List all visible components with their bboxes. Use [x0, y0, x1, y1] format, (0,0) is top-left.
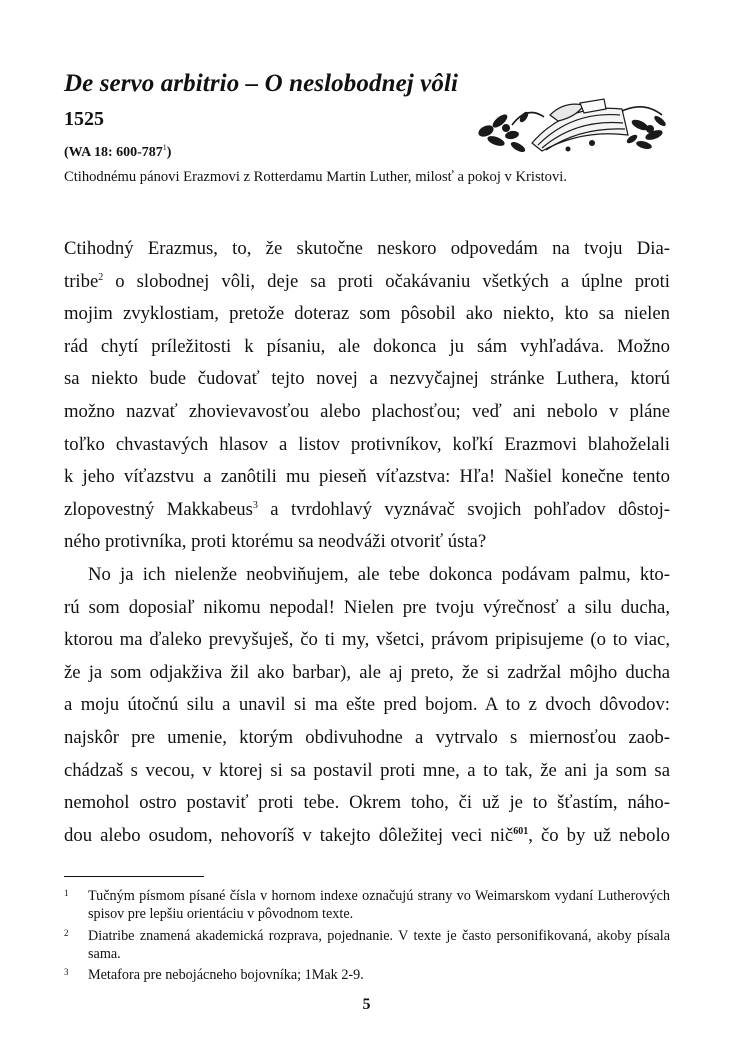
text-line: nemohol ostro postaviť proti tebe. Okrem toho, či už je to šťastím, náho- — [64, 792, 670, 814]
text-line — [64, 820, 670, 853]
text-line: rád chytí príležitosti k písaniu, ale dokonca ju sám vyhľadáva. Možno — [64, 335, 670, 357]
text-line: k jeho víťazstvu a zanôtili mu pieseň víťazstva: Hľa! Našiel konečne tento — [64, 466, 670, 488]
footnote — [64, 967, 670, 985]
chapter-title: De servo arbitrio – O neslobodnej vôli — [64, 70, 459, 97]
text-line: No ja ich nielenže neobviňujem, ale tebe dokonca podávam palmu, kto- — [88, 563, 670, 585]
footnote-number: 3 — [64, 967, 69, 977]
text-line: mojim zvyklostiam, pretože doteraz som pôsobil ako niekto, kto sa nielen — [64, 303, 670, 325]
footnote-text: Tučným písmom písané čísla v hornom indexe označujú strany vo Weimarskom vydaní Lutherových spisov pre lepšiu orientáciu v pôvodnom texte. — [88, 888, 670, 922]
source-reference — [64, 143, 171, 161]
text-run: a tvrdohlavý vyznávač svojich pohľadov dôstoj- — [257, 498, 670, 520]
footnote — [64, 928, 670, 963]
footnote-divider — [64, 876, 204, 877]
text-line — [64, 494, 670, 527]
footnote-text: Diatribe znamená akademická rozprava, pojednanie. V texte je často personifikovaná, akoby písala sama. — [88, 928, 670, 962]
text-line: Ctihodný Erazmus, to, že skutočne neskoro odpovedám na tvoju Dia- — [64, 238, 670, 259]
page-marker: 601 — [513, 825, 529, 837]
footnote-mark: 2 — [98, 271, 104, 283]
footnote-number: 2 — [64, 928, 69, 938]
text-line: ktorou ma ďaleko prevyšuješ, čo ti my, všetci, právom pripisujeme (o to viac, — [64, 629, 670, 651]
text-run: , čo by už nebolo — [528, 824, 671, 846]
footnote-text: Metafora pre nebojácneho bojovníka; 1Mak 2-9. — [88, 967, 364, 983]
source-reference-close: ) — [166, 145, 172, 160]
footnote-mark: 3 — [252, 499, 258, 511]
footnote — [64, 888, 670, 923]
text-line: najskôr pre umenie, ktorým obdivuhodne a vytrvalo s miernosťou zaob- — [64, 726, 670, 748]
text-line: rú som doposiaľ nikomu nepodal! Nielen pre tvoju výrečnosť a silu ducha, — [64, 596, 670, 618]
chapter-year: 1525 — [64, 108, 104, 130]
dedication-line: Ctihodnému pánovi Erazmovi z Rotterdamu Martin Luther, milosť a pokoj v Kristovi. — [64, 169, 567, 185]
text-line: ného protivníka, proti ktorému sa neodváži otvoriť ústa? — [64, 531, 487, 553]
text-run: o slobodnej vôli, deje sa proti očakávaniu všetkých a úplne proti — [103, 270, 670, 292]
text-line: a moju útočnú silu a unavil si ma ešte pred bojom. A to z dvoch dôvodov: — [64, 694, 670, 716]
text-line — [64, 266, 670, 299]
text-line: že ja som odjakživa žil ako barbar), ale aj preto, že si zadržal môjho ducha — [64, 661, 670, 683]
text-line: chádzaš s vecou, v ktorej si sa postavil proti mne, a to tak, že ani ja som sa — [64, 759, 670, 781]
source-reference-text: (WA 18: 600-787 — [64, 145, 163, 160]
source-reference-footnote-mark: 1 — [162, 143, 167, 152]
text-line: toľko chvastavých hlasov a listov protivníkov, koľkí Erazmovi blahoželali — [64, 433, 670, 455]
text-line: sa niekto bude čudovať tejto novej a nezvyčajnej stránke Luthera, ktorú — [64, 368, 670, 390]
text-run: dou alebo osudom, nehovoríš v takejto dôležitej veci nič — [64, 824, 514, 846]
text-run: tribe — [64, 270, 99, 292]
text-run: zlopovestný Makkabeus — [64, 498, 253, 520]
footnote-number: 1 — [64, 888, 69, 898]
main-text — [64, 233, 670, 852]
floral-book-ornament-icon — [472, 95, 670, 157]
text-line: možno nazvať zhovievavosťou alebo plachosťou; veď ani nebolo v pláne — [64, 400, 670, 422]
page-number: 5 — [362, 996, 371, 1013]
